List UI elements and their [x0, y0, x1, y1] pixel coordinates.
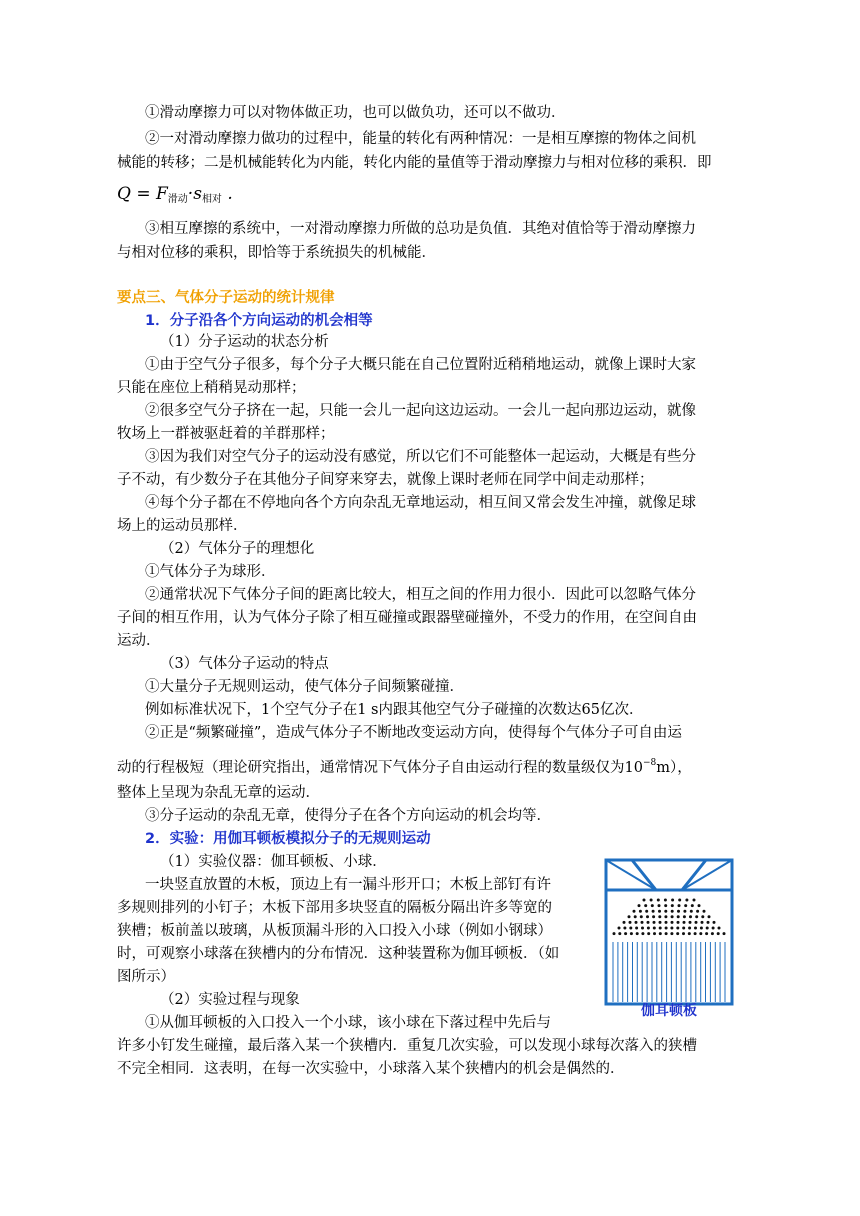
peg: [677, 910, 680, 913]
peg: [695, 915, 698, 918]
peg: [652, 910, 655, 913]
peg: [678, 899, 681, 902]
peg: [703, 910, 706, 913]
peg: [690, 910, 693, 913]
peg: [638, 904, 641, 907]
peg: [700, 927, 703, 930]
peg: [696, 910, 699, 913]
s1-d-line-1: ④每个分子都在不停地向各个方向杂乱无章地运动，相互间又常会发生冲撞，就像足球: [145, 495, 696, 511]
peg: [717, 932, 720, 935]
peg: [641, 927, 644, 930]
experiment-1-title: （1）实验仪器：伽耳顿板、小球．: [160, 854, 387, 870]
friction-point-3-line-2: 与相对位移的乘积，即恰等于系统损失的机械能．: [117, 245, 436, 261]
peg: [634, 915, 637, 918]
peg: [640, 915, 643, 918]
subsection-1-2-title: （2）气体分子的理想化: [160, 541, 315, 557]
s1-c-line-2: 子不动，有少数分子在其他分子间穿来穿去，就像上课时老师在同学中间走动那样；: [117, 472, 654, 488]
peg: [711, 932, 714, 935]
e1-line-4: 时，可观察小球落在狭槽内的分布情况．这种装置称为伽耳顿板．（如: [117, 946, 560, 962]
formula-q: Q: [117, 184, 131, 204]
peg: [676, 932, 679, 935]
peg: [664, 904, 667, 907]
friction-point-2-line-1: ②一对滑动摩擦力做功的过程中，能量的转化有两种情况：一是相互摩擦的物体之间机: [145, 131, 696, 147]
peg: [618, 927, 621, 930]
peg: [694, 927, 697, 930]
peg: [629, 927, 632, 930]
subsection-1-1-title: （1）分子运动的状态分析: [160, 334, 329, 350]
peg: [650, 899, 653, 902]
peg: [659, 932, 662, 935]
peg: [647, 932, 650, 935]
work-formula: [117, 181, 233, 213]
peg: [659, 921, 662, 924]
peg: [685, 899, 688, 902]
subsection-1-title: 1．分子沿各个方向运动的机会相等: [145, 313, 373, 329]
peg: [618, 932, 621, 935]
peg: [659, 927, 662, 930]
e2-line-1: ①从伽耳顿板的入口投入一个小球，该小球在下落过程中先后与: [145, 1015, 551, 1031]
peg: [698, 904, 701, 907]
e2-line-2: 许多小钉发生碰撞，最后落入某一个狭槽内．重复几次实验，可以发现小球每次落入的狭槽: [117, 1038, 697, 1054]
e2-line-3: 不完全相同．这表明，在每一次实验中，小球落入某个狭槽内的机会是偶然的．: [117, 1061, 625, 1077]
experiment-2-title: （2）实验过程与现象: [160, 992, 300, 1008]
e1-line-5: 图所示）: [117, 969, 175, 985]
peg: [643, 899, 646, 902]
peg: [684, 904, 687, 907]
peg: [671, 915, 674, 918]
formula-sub-sliding: 滑动: [167, 194, 188, 205]
peg: [689, 921, 692, 924]
peg: [683, 915, 686, 918]
formula-sub-relative: 相对: [201, 194, 222, 205]
subsection-1-3-title: （3）气体分子运动的特点: [160, 656, 329, 672]
peg: [635, 921, 638, 924]
peg: [688, 927, 691, 930]
s3-b-line-2: [117, 753, 692, 778]
peg: [664, 910, 667, 913]
peg: [647, 921, 650, 924]
friction-point-3-line-1: ③相互摩擦的系统中，一对滑动摩擦力所做的总功是负值．其绝对值恰等于滑动摩擦力: [145, 221, 696, 237]
peg: [629, 921, 632, 924]
s3-b-line-1: ②正是“频繁碰撞”，造成气体分子不断地改变运动方向，使得每个气体分子可自由运: [145, 725, 682, 741]
peg: [708, 915, 711, 918]
peg: [688, 932, 691, 935]
s3-b-line-3: 整体上呈现为杂乱无章的运动．: [117, 785, 320, 801]
peg: [623, 927, 626, 930]
peg: [723, 932, 726, 935]
peg: [644, 904, 647, 907]
peg: [657, 899, 660, 902]
peg: [699, 932, 702, 935]
slot-dividers: [613, 942, 725, 1002]
peg-array: [613, 899, 726, 936]
e1-line-1: 一块竖直放置的木板，顶边上有一漏斗形开口；木板上部钉有许: [145, 877, 551, 893]
peg: [695, 921, 698, 924]
peg: [658, 915, 661, 918]
peg: [646, 915, 649, 918]
peg: [658, 904, 661, 907]
peg: [653, 921, 656, 924]
s1-a-line-2: 只能在座位上稍稍晃动那样；: [117, 380, 306, 396]
peg: [633, 910, 636, 913]
peg: [653, 927, 656, 930]
funnel-right-diagonal: [682, 860, 732, 890]
peg: [639, 910, 642, 913]
peg: [665, 932, 668, 935]
peg: [701, 921, 704, 924]
peg: [636, 932, 639, 935]
peg: [671, 899, 674, 902]
section-title: 要点三、气体分子运动的统计规律: [117, 290, 335, 306]
peg: [678, 904, 681, 907]
peg: [624, 932, 627, 935]
peg: [635, 927, 638, 930]
s1-b-line-1: ②很多空气分子挤在一起，只能一会儿一起向这边运动。一会儿一起向那边运动，就像: [145, 403, 696, 419]
s2-b-line-3: 运动．: [117, 633, 161, 649]
peg: [677, 921, 680, 924]
s3-c: ③分子运动的杂乱无章，使得分子在各个方向运动的机会均等．: [145, 808, 551, 824]
peg: [694, 932, 697, 935]
peg: [705, 932, 708, 935]
peg: [623, 921, 626, 924]
peg: [645, 910, 648, 913]
peg: [665, 927, 668, 930]
peg: [718, 927, 721, 930]
exponent: −8: [642, 758, 657, 768]
peg: [701, 915, 704, 918]
funnel-left-diagonal: [606, 860, 656, 890]
s3-b-line-2-text: 动的行程极短（理论研究指出，通常情况下气体分子自由运动行程的数量级仅为10: [117, 760, 643, 776]
peg: [613, 932, 616, 935]
peg: [652, 915, 655, 918]
peg: [707, 921, 710, 924]
s2-a: ①气体分子为球形．: [145, 564, 276, 580]
peg: [671, 910, 674, 913]
galton-board-diagram: [606, 860, 732, 1004]
peg: [653, 932, 656, 935]
peg: [682, 927, 685, 930]
s1-a-line-1: ①由于空气分子很多，每个分子大概只能在自己位置附近稍稍地运动，就像上课时大家: [145, 357, 696, 373]
peg: [671, 904, 674, 907]
peg: [689, 915, 692, 918]
peg: [664, 915, 667, 918]
s3-example: 例如标准状况下，1个空气分子在1 s内跟其他空气分子碰撞的次数达65亿次．: [145, 702, 644, 718]
peg: [670, 932, 673, 935]
peg: [706, 927, 709, 930]
figure-caption: 伽耳顿板: [641, 1003, 697, 1019]
s3-b-line-2-unit: m），: [656, 760, 692, 776]
peg: [676, 927, 679, 930]
peg: [682, 932, 685, 935]
peg: [683, 921, 686, 924]
peg: [630, 932, 633, 935]
s3-a: ①大量分子无规则运动，使气体分子间频繁碰撞．: [145, 679, 464, 695]
s1-c-line-1: ③因为我们对空气分子的运动没有感觉，所以它们不可能整体一起运动，大概是有些分: [145, 449, 696, 465]
peg: [641, 932, 644, 935]
e1-line-3: 狭槽；板前盖以玻璃，从板顶漏斗形的入口投入小球（例如小钢球）: [117, 923, 552, 939]
subsection-2-title: 2．实验：用伽耳顿板模拟分子的无规则运动: [145, 831, 431, 847]
peg: [691, 904, 694, 907]
formula-f: = F: [130, 184, 168, 204]
s1-b-line-2: 牧场上一群被驱赶着的羊群那样；: [117, 426, 335, 442]
peg: [647, 927, 650, 930]
board-frame: [606, 860, 732, 1004]
peg: [712, 927, 715, 930]
peg: [665, 921, 668, 924]
friction-point-1: ①滑动摩擦力可以对物体做正功，也可以做负功，还可以不做功．: [145, 105, 566, 121]
peg: [651, 904, 654, 907]
s2-b-line-2: 子间的相互作用，认为气体分子除了相互碰撞或跟器壁碰撞外，不受力的作用，在空间自由: [117, 610, 697, 626]
peg: [658, 910, 661, 913]
peg: [670, 927, 673, 930]
peg: [677, 915, 680, 918]
s2-b-line-1: ②通常状况下气体分子间的距离比较大，相互之间的作用力很小．因此可以忽略气体分: [145, 587, 696, 603]
friction-point-2-line-2: 械能的转移；二是机械能转化为内能，转化内能的量值等于滑动摩擦力与相对位移的乘积．即: [117, 155, 712, 171]
peg: [641, 921, 644, 924]
s1-d-line-2: 场上的运动员那样．: [117, 518, 248, 534]
peg: [713, 921, 716, 924]
peg: [628, 915, 631, 918]
peg: [693, 899, 696, 902]
formula-end: .: [221, 184, 233, 204]
formula-s: ·s: [187, 184, 202, 204]
peg: [671, 921, 674, 924]
peg: [664, 899, 667, 902]
e1-line-2: 多规则排列的小钉子；木板下部用多块竖直的隔板分隔出许多等宽的: [117, 900, 552, 916]
peg: [683, 910, 686, 913]
